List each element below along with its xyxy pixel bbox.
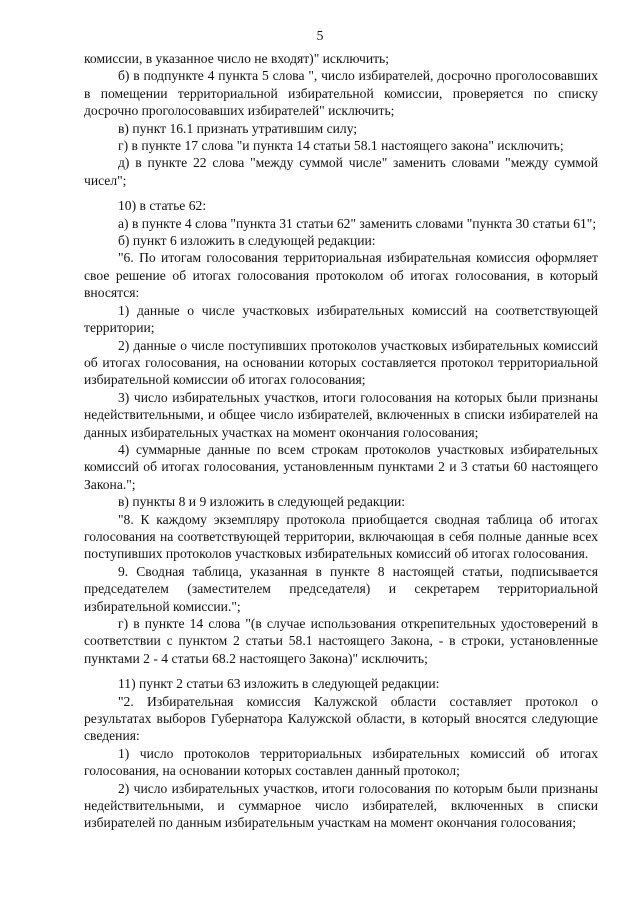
document-paragraph: "6. По итогам голосования территориальная избирательная комиссия оформляет свое решение об итогах голосования протоколом об итогах голосования, в который вносятся: — [84, 250, 598, 301]
document-paragraph: в) пункт 16.1 признать утратившим силу; — [118, 120, 358, 136]
page-number: 5 — [316, 28, 324, 43]
document-paragraph: г) в пункте 17 слова "и пункта 14 статьи 58.1 настоящего закона" исключить; — [118, 138, 564, 154]
document-paragraph: 1) данные о числе участковых избирательных комиссий на соответствующей территории; — [84, 302, 598, 336]
document-paragraph: 2) данные о числе поступивших протоколов участковых избирательных комиссий об итогах голосования, на основании которых составляется протокол территориальной избирательной комиссии об итогах голосования; — [84, 337, 598, 388]
document-paragraph: 9. Сводная таблица, указанная в пункте 8 настоящей статьи, подписывается председателем (заместителем председателя) и секретарем территориальной избирательной комиссии."; — [84, 563, 598, 614]
document-paragraph: 10) в статье 62: — [118, 198, 207, 214]
document-body — [84, 50, 598, 832]
document-paragraph: "8. К каждому экземпляру протокола приобщается сводная таблица об итогах голосования на соответствующей территории, включающая в себя полные данные всех поступивших протоколов участковых избирательных комиссий об итогах голосования. — [84, 511, 598, 562]
document-paragraph: 11) пункт 2 статьи 63 изложить в следующей редакции: — [118, 676, 440, 692]
document-paragraph: 2) число избирательных участков, итоги голосования по которым были признаны недействительными, и суммарное число избирателей, включенных в списки избирателей по данным избирательным участкам на момент окончания голосования; — [84, 780, 598, 831]
document-paragraph: б) в подпункте 4 пункта 5 слова ", число избирателей, досрочно проголосовавших в помещении территориальной избирательной комиссии, проверяется по списку досрочно проголосовавших избирателей" исключить; — [84, 68, 598, 119]
document-paragraph: 1) число протоколов территориальных избирательных комиссий об итогах голосования, на основании которых составлен данный протокол; — [84, 745, 598, 779]
document-paragraph: комиссии, в указанное число не входят)" исключить; — [84, 51, 390, 66]
document-paragraph: д) в пункте 22 слова "между суммой числе" заменить словами "между суммой чисел"; — [84, 155, 598, 188]
document-paragraph: в) пункты 8 и 9 изложить в следующей редакции: — [118, 494, 406, 510]
document-paragraph: г) в пункте 14 слова "(в случае использования открепительных удостоверений в соответствии с пунктом 2 статьи 58.1 настоящего Закона, - в строки, установленные пунктами 2 - 4 статьи 68.2 настоящего Закона)" исключить; — [84, 616, 598, 666]
document-paragraph: "2. Избирательная комиссия Калужской области составляет протокол о результатах выборов Губернатора Калужской области, в который вносятся следующие сведения: — [84, 693, 598, 744]
document-paragraph: 4) суммарные данные по всем строкам протоколов участковых избирательных комиссий об итогах голосования, установленным пунктами 2 и 3 статьи 60 настоящего Закона."; — [84, 441, 598, 492]
document-paragraph: 3) число избирательных участков, итоги голосования на которых были признаны недействительными, и общее число избирателей, включенных в списки избирателей на данных избирательных участках на момент окончания голосования; — [84, 389, 598, 440]
document-paragraph: а) в пункте 4 слова "пункта 31 статьи 62" заменить словами "пункта 30 статьи 61"; — [118, 215, 597, 231]
document-paragraph: б) пункт 6 изложить в следующей редакции: — [118, 233, 376, 249]
